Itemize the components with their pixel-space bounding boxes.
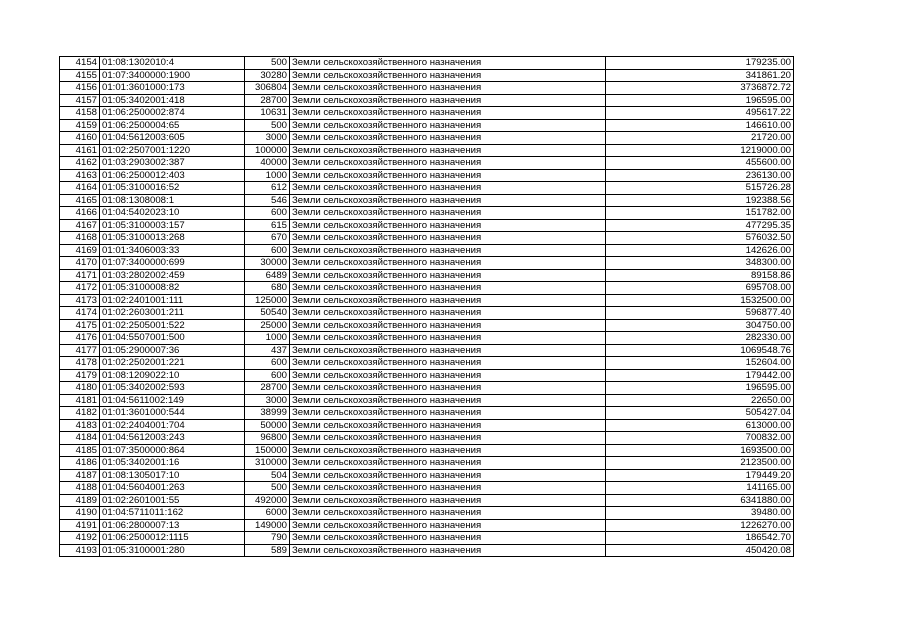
land-category-cell: Земли сельскохозяйственного назначения — [290, 494, 606, 507]
land-category-cell: Земли сельскохозяйственного назначения — [290, 432, 606, 445]
cadastral-value-cell: 142626.00 — [606, 244, 794, 257]
land-category-cell: Земли сельскохозяйственного назначения — [290, 469, 606, 482]
cadastral-number-cell: 01:05:3100003:157 — [100, 219, 245, 232]
land-category-cell: Земли сельскохозяйственного назначения — [290, 94, 606, 107]
table-row — [60, 432, 794, 445]
row-number-cell: 4182 — [60, 407, 100, 420]
cadastral-value-cell: 3736872.72 — [606, 82, 794, 95]
table-row — [60, 507, 794, 520]
cadastral-number-cell: 01:06:2500012:403 — [100, 169, 245, 182]
area-cell: 150000 — [245, 444, 290, 457]
cadastral-number-cell: 01:05:2900007:36 — [100, 344, 245, 357]
table-row — [60, 419, 794, 432]
cadastral-number-cell: 01:02:2603001:211 — [100, 307, 245, 320]
table-row — [60, 144, 794, 157]
cadastral-value-cell: 151782.00 — [606, 207, 794, 220]
cadastral-number-cell: 01:08:1209022:10 — [100, 369, 245, 382]
area-cell: 615 — [245, 219, 290, 232]
row-number-cell: 4165 — [60, 194, 100, 207]
table-row — [60, 207, 794, 220]
table-row — [60, 307, 794, 320]
cadastral-value-cell: 141165.00 — [606, 482, 794, 495]
cadastral-number-cell: 01:04:5611002:149 — [100, 394, 245, 407]
area-cell: 680 — [245, 282, 290, 295]
row-number-cell: 4184 — [60, 432, 100, 445]
row-number-cell: 4179 — [60, 369, 100, 382]
land-category-cell: Земли сельскохозяйственного назначения — [290, 319, 606, 332]
row-number-cell: 4173 — [60, 294, 100, 307]
cadastral-value-cell: 6341880.00 — [606, 494, 794, 507]
area-cell: 6000 — [245, 507, 290, 520]
area-cell: 38999 — [245, 407, 290, 420]
cadastral-value-cell: 1693500.00 — [606, 444, 794, 457]
table-row — [60, 532, 794, 545]
area-cell: 10631 — [245, 107, 290, 120]
area-cell: 30000 — [245, 257, 290, 270]
table-row — [60, 544, 794, 557]
cadastral-value-cell: 236130.00 — [606, 169, 794, 182]
land-category-cell: Земли сельскохозяйственного назначения — [290, 207, 606, 220]
area-cell: 40000 — [245, 157, 290, 170]
cadastral-number-cell: 01:01:3406003:33 — [100, 244, 245, 257]
land-category-cell: Земли сельскохозяйственного назначения — [290, 444, 606, 457]
area-cell: 28700 — [245, 382, 290, 395]
cadastral-number-cell: 01:07:3400000:699 — [100, 257, 245, 270]
table-row — [60, 494, 794, 507]
cadastral-value-cell: 196595.00 — [606, 382, 794, 395]
table-row — [60, 344, 794, 357]
table-row — [60, 257, 794, 270]
cadastral-value-cell: 341861.20 — [606, 69, 794, 82]
area-cell: 28700 — [245, 94, 290, 107]
land-category-cell: Земли сельскохозяйственного назначения — [290, 407, 606, 420]
table-row — [60, 382, 794, 395]
row-number-cell: 4172 — [60, 282, 100, 295]
table-row — [60, 407, 794, 420]
cadastral-value-cell: 282330.00 — [606, 332, 794, 345]
area-cell: 504 — [245, 469, 290, 482]
row-number-cell: 4191 — [60, 519, 100, 532]
area-cell: 310000 — [245, 457, 290, 470]
row-number-cell: 4166 — [60, 207, 100, 220]
row-number-cell: 4168 — [60, 232, 100, 245]
land-category-cell: Земли сельскохозяйственного назначения — [290, 194, 606, 207]
land-category-cell: Земли сельскохозяйственного назначения — [290, 419, 606, 432]
cadastral-number-cell: 01:04:5604001:263 — [100, 482, 245, 495]
cadastral-value-cell: 196595.00 — [606, 94, 794, 107]
table-row — [60, 169, 794, 182]
table-row — [60, 182, 794, 195]
land-category-cell: Земли сельскохозяйственного назначения — [290, 57, 606, 70]
land-category-cell: Земли сельскохозяйственного назначения — [290, 282, 606, 295]
cadastral-number-cell: 01:05:3402001:418 — [100, 94, 245, 107]
cadastral-number-cell: 01:02:2505001:522 — [100, 319, 245, 332]
cadastral-value-cell: 22650.00 — [606, 394, 794, 407]
cadastral-number-cell: 01:07:3400000:1900 — [100, 69, 245, 82]
cadastral-number-cell: 01:06:2800007:13 — [100, 519, 245, 532]
row-number-cell: 4188 — [60, 482, 100, 495]
area-cell: 125000 — [245, 294, 290, 307]
cadastral-value-cell: 477295.35 — [606, 219, 794, 232]
land-category-cell: Земли сельскохозяйственного назначения — [290, 544, 606, 557]
row-number-cell: 4176 — [60, 332, 100, 345]
cadastral-value-cell: 700832.00 — [606, 432, 794, 445]
cadastral-value-cell: 186542.70 — [606, 532, 794, 545]
row-number-cell: 4178 — [60, 357, 100, 370]
table-row — [60, 219, 794, 232]
cadastral-value-cell: 495617.22 — [606, 107, 794, 120]
cadastral-value-cell: 348300.00 — [606, 257, 794, 270]
area-cell: 50540 — [245, 307, 290, 320]
area-cell: 500 — [245, 57, 290, 70]
table-row — [60, 244, 794, 257]
land-category-cell: Земли сельскохозяйственного назначения — [290, 294, 606, 307]
cadastral-number-cell: 01:02:2401001:111 — [100, 294, 245, 307]
land-category-cell: Земли сельскохозяйственного назначения — [290, 369, 606, 382]
cadastral-number-cell: 01:08:1305017:10 — [100, 469, 245, 482]
cadastral-value-cell: 21720.00 — [606, 132, 794, 145]
land-category-cell: Земли сельскохозяйственного назначения — [290, 219, 606, 232]
land-category-cell: Земли сельскохозяйственного назначения — [290, 144, 606, 157]
cadastral-number-cell: 01:06:2500012:1115 — [100, 532, 245, 545]
cadastral-number-cell: 01:05:3100016:52 — [100, 182, 245, 195]
cadastral-value-cell: 2123500.00 — [606, 457, 794, 470]
table-row — [60, 444, 794, 457]
row-number-cell: 4183 — [60, 419, 100, 432]
row-number-cell: 4167 — [60, 219, 100, 232]
cadastral-value-cell: 1219000.00 — [606, 144, 794, 157]
table-row — [60, 107, 794, 120]
cadastral-value-cell: 695708.00 — [606, 282, 794, 295]
cadastral-number-cell: 01:04:5507001:500 — [100, 332, 245, 345]
area-cell: 500 — [245, 482, 290, 495]
cadastral-value-cell: 450420.08 — [606, 544, 794, 557]
table-row — [60, 332, 794, 345]
area-cell: 149000 — [245, 519, 290, 532]
area-cell: 50000 — [245, 419, 290, 432]
land-category-cell: Земли сельскохозяйственного назначения — [290, 532, 606, 545]
area-cell: 600 — [245, 369, 290, 382]
table-row — [60, 394, 794, 407]
table-row — [60, 57, 794, 70]
land-category-cell: Земли сельскохозяйственного назначения — [290, 519, 606, 532]
row-number-cell: 4171 — [60, 269, 100, 282]
table-row — [60, 132, 794, 145]
area-cell: 96800 — [245, 432, 290, 445]
land-category-cell: Земли сельскохозяйственного назначения — [290, 344, 606, 357]
land-category-cell: Земли сельскохозяйственного назначения — [290, 157, 606, 170]
area-cell: 1000 — [245, 332, 290, 345]
land-category-cell: Земли сельскохозяйственного назначения — [290, 119, 606, 132]
row-number-cell: 4180 — [60, 382, 100, 395]
land-category-cell: Земли сельскохозяйственного назначения — [290, 269, 606, 282]
table-row — [60, 319, 794, 332]
land-category-cell: Земли сельскохозяйственного назначения — [290, 257, 606, 270]
area-cell: 1000 — [245, 169, 290, 182]
cadastral-number-cell: 01:04:5612003:605 — [100, 132, 245, 145]
table-row — [60, 69, 794, 82]
cadastral-value-cell: 179235.00 — [606, 57, 794, 70]
table-row — [60, 357, 794, 370]
cadastral-number-cell: 01:05:3100008:82 — [100, 282, 245, 295]
area-cell: 790 — [245, 532, 290, 545]
cadastral-number-cell: 01:08:1308008:1 — [100, 194, 245, 207]
cadastral-value-cell: 576032.50 — [606, 232, 794, 245]
cadastral-value-cell: 455600.00 — [606, 157, 794, 170]
land-category-cell: Земли сельскохозяйственного назначения — [290, 394, 606, 407]
table-row — [60, 94, 794, 107]
cadastral-number-cell: 01:05:3402002:593 — [100, 382, 245, 395]
cadastral-value-cell: 1532500.00 — [606, 294, 794, 307]
cadastral-number-cell: 01:07:3500000:864 — [100, 444, 245, 457]
table-row — [60, 119, 794, 132]
cadastral-number-cell: 01:06:2500004:65 — [100, 119, 245, 132]
area-cell: 30280 — [245, 69, 290, 82]
row-number-cell: 4190 — [60, 507, 100, 520]
cadastral-number-cell: 01:05:3100013:268 — [100, 232, 245, 245]
table-row — [60, 157, 794, 170]
table-row — [60, 294, 794, 307]
row-number-cell: 4187 — [60, 469, 100, 482]
area-cell: 3000 — [245, 132, 290, 145]
area-cell: 500 — [245, 119, 290, 132]
cadastral-number-cell: 01:02:2502001:221 — [100, 357, 245, 370]
table-row — [60, 82, 794, 95]
land-category-cell: Земли сельскохозяйственного назначения — [290, 457, 606, 470]
land-category-cell: Земли сельскохозяйственного назначения — [290, 307, 606, 320]
cadastral-number-cell: 01:02:2601001:55 — [100, 494, 245, 507]
cadastral-value-cell: 89158.86 — [606, 269, 794, 282]
land-parcels-table — [59, 56, 794, 557]
cadastral-value-cell: 1069548.76 — [606, 344, 794, 357]
cadastral-value-cell: 613000.00 — [606, 419, 794, 432]
row-number-cell: 4154 — [60, 57, 100, 70]
cadastral-value-cell: 304750.00 — [606, 319, 794, 332]
area-cell: 612 — [245, 182, 290, 195]
row-number-cell: 4177 — [60, 344, 100, 357]
cadastral-number-cell: 01:03:2802002:459 — [100, 269, 245, 282]
table-row — [60, 269, 794, 282]
row-number-cell: 4169 — [60, 244, 100, 257]
cadastral-value-cell: 179449.20 — [606, 469, 794, 482]
cadastral-value-cell: 515726.28 — [606, 182, 794, 195]
area-cell: 589 — [245, 544, 290, 557]
land-category-cell: Земли сельскохозяйственного назначения — [290, 332, 606, 345]
land-category-cell: Земли сельскохозяйственного назначения — [290, 507, 606, 520]
cadastral-value-cell: 152604.00 — [606, 357, 794, 370]
row-number-cell: 4158 — [60, 107, 100, 120]
table-row — [60, 232, 794, 245]
row-number-cell: 4156 — [60, 82, 100, 95]
land-category-cell: Земли сельскохозяйственного назначения — [290, 357, 606, 370]
area-cell: 600 — [245, 244, 290, 257]
area-cell: 6489 — [245, 269, 290, 282]
cadastral-value-cell: 596877.40 — [606, 307, 794, 320]
cadastral-number-cell: 01:05:3402001:16 — [100, 457, 245, 470]
table-row — [60, 469, 794, 482]
land-category-cell: Земли сельскохозяйственного назначения — [290, 132, 606, 145]
cadastral-number-cell: 01:04:5402023:10 — [100, 207, 245, 220]
land-category-cell: Земли сельскохозяйственного назначения — [290, 244, 606, 257]
row-number-cell: 4193 — [60, 544, 100, 557]
row-number-cell: 4186 — [60, 457, 100, 470]
area-cell: 492000 — [245, 494, 290, 507]
land-category-cell: Земли сельскохозяйственного назначения — [290, 182, 606, 195]
land-category-cell: Земли сельскохозяйственного назначения — [290, 82, 606, 95]
cadastral-number-cell: 01:08:1302010:4 — [100, 57, 245, 70]
table-row — [60, 519, 794, 532]
row-number-cell: 4159 — [60, 119, 100, 132]
row-number-cell: 4157 — [60, 94, 100, 107]
row-number-cell: 4162 — [60, 157, 100, 170]
cadastral-number-cell: 01:02:2507001:1220 — [100, 144, 245, 157]
area-cell: 670 — [245, 232, 290, 245]
cadastral-value-cell: 146610.00 — [606, 119, 794, 132]
cadastral-value-cell: 1226270.00 — [606, 519, 794, 532]
table-row — [60, 369, 794, 382]
land-category-cell: Земли сельскохозяйственного назначения — [290, 382, 606, 395]
row-number-cell: 4174 — [60, 307, 100, 320]
table-row — [60, 282, 794, 295]
cadastral-number-cell: 01:04:5711011:162 — [100, 507, 245, 520]
cadastral-number-cell: 01:01:3601000:544 — [100, 407, 245, 420]
row-number-cell: 4164 — [60, 182, 100, 195]
table-row — [60, 194, 794, 207]
area-cell: 600 — [245, 207, 290, 220]
land-category-cell: Земли сельскохозяйственного назначения — [290, 107, 606, 120]
row-number-cell: 4181 — [60, 394, 100, 407]
area-cell: 306804 — [245, 82, 290, 95]
area-cell: 437 — [245, 344, 290, 357]
cadastral-value-cell: 192388.56 — [606, 194, 794, 207]
row-number-cell: 4175 — [60, 319, 100, 332]
cadastral-number-cell: 01:05:3100001:280 — [100, 544, 245, 557]
area-cell: 25000 — [245, 319, 290, 332]
row-number-cell: 4185 — [60, 444, 100, 457]
cadastral-number-cell: 01:01:3601000:173 — [100, 82, 245, 95]
area-cell: 546 — [245, 194, 290, 207]
table-row — [60, 482, 794, 495]
land-category-cell: Земли сельскохозяйственного назначения — [290, 169, 606, 182]
land-category-cell: Земли сельскохозяйственного назначения — [290, 69, 606, 82]
row-number-cell: 4161 — [60, 144, 100, 157]
table-row — [60, 457, 794, 470]
cadastral-value-cell: 179442.00 — [606, 369, 794, 382]
cadastral-value-cell: 505427.04 — [606, 407, 794, 420]
row-number-cell: 4189 — [60, 494, 100, 507]
row-number-cell: 4160 — [60, 132, 100, 145]
table-body — [60, 57, 794, 557]
land-category-cell: Земли сельскохозяйственного назначения — [290, 232, 606, 245]
row-number-cell: 4192 — [60, 532, 100, 545]
area-cell: 600 — [245, 357, 290, 370]
row-number-cell: 4155 — [60, 69, 100, 82]
row-number-cell: 4170 — [60, 257, 100, 270]
cadastral-number-cell: 01:04:5612003:243 — [100, 432, 245, 445]
land-category-cell: Земли сельскохозяйственного назначения — [290, 482, 606, 495]
cadastral-number-cell: 01:02:2404001:704 — [100, 419, 245, 432]
area-cell: 100000 — [245, 144, 290, 157]
area-cell: 3000 — [245, 394, 290, 407]
cadastral-value-cell: 39480.00 — [606, 507, 794, 520]
row-number-cell: 4163 — [60, 169, 100, 182]
cadastral-number-cell: 01:03:2903002:387 — [100, 157, 245, 170]
cadastral-number-cell: 01:06:2500002:874 — [100, 107, 245, 120]
